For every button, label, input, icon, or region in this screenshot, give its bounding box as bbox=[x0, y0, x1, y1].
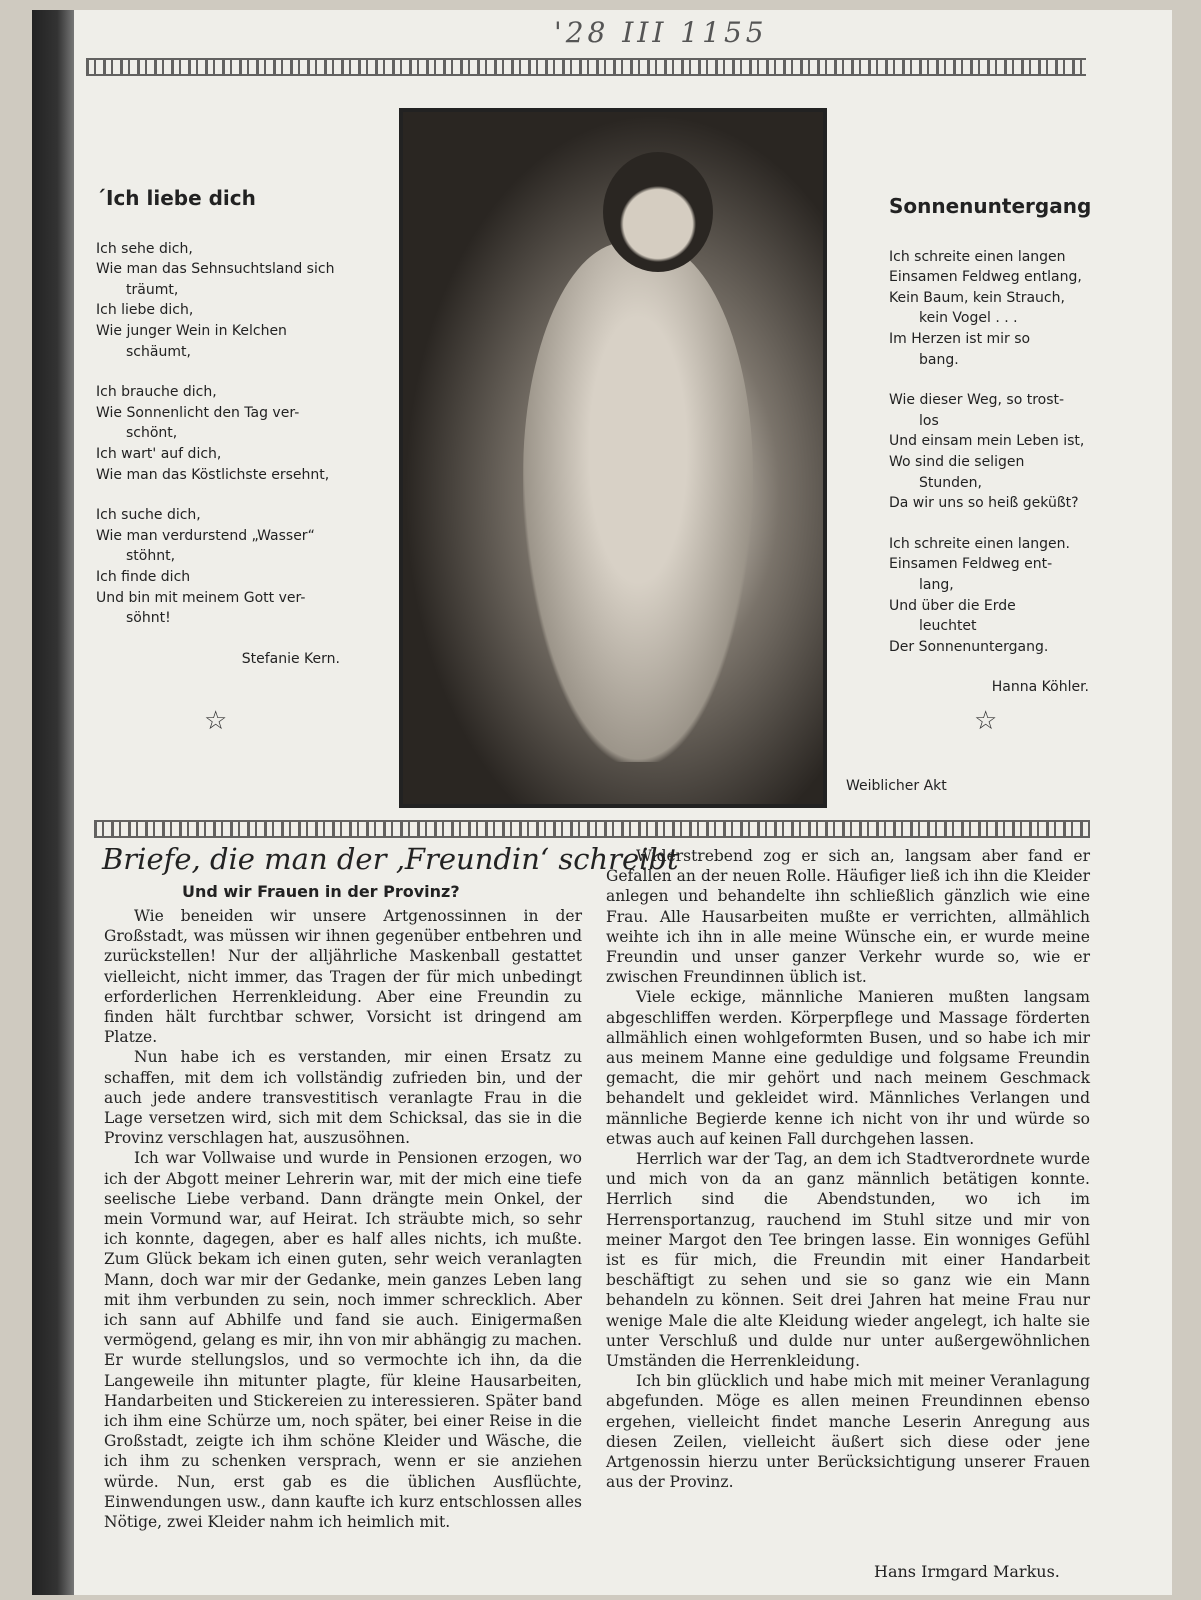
photo-caption: Weiblicher Akt bbox=[846, 778, 947, 794]
poem-author: Hanna Köhler. bbox=[991, 679, 1089, 696]
handwritten-note: '28 III 1155 bbox=[554, 16, 768, 49]
newspaper-page bbox=[74, 10, 1172, 1595]
poem-line: Ich sehe dich, bbox=[96, 240, 193, 257]
poem-line: Ich schreite einen langen. bbox=[889, 535, 1070, 552]
poem-line: Wie man das Köstlichste ersehnt, bbox=[96, 466, 330, 483]
article-paragraph: Herrlich war der Tag, an dem ich Stadtverordnete wurde und mich von da an ganz männlich betätigen konnte. Herrlich sind die Abendstunden, wo ich im Herrensportanzug, rauchend im Stuhl sitze und mir von meiner Margot den Tee bringen lasse. Ein wonniges Gefühl ist es für mich, die Freundin mit einer Handarbeit beschäftigt zu sehen und sie so ganz wie ein Mann behandeln zu können. Seit drei Jahren hat meine Frau nur wenige Male die alte Kleidung wieder angelegt, ich halte sie unter Verschluß und dulde nur unter außergewöhnlichen Umständen die Herrenkleidung. bbox=[606, 1150, 1090, 1371]
poem-line: kein Vogel . . . bbox=[919, 310, 1018, 327]
article-paragraph: Viele eckige, männliche Manieren mußten langsam abgeschliffen werden. Körperpflege und Massage förderten allmählich einen wohlgeformten Busen, und so habe ich mir aus meinem Manne eine geduldige und folgsame Freundin gemacht, die mir gehört und nach meinem Geschmack behandelt und gekleidet wird. Männliches Verlangen und männliche Begierde kenne ich nicht von ihr und würde so etwas auch auf keinen Fall durchgehen lassen. bbox=[606, 988, 1090, 1148]
poem-line: Ich wart' auf dich, bbox=[96, 445, 222, 462]
poem-line: Wie man das Sehnsuchtsland sich bbox=[96, 261, 335, 278]
poem-line: lang, bbox=[919, 576, 954, 593]
poem-line: Ich liebe dich, bbox=[96, 302, 194, 319]
poem-stanza bbox=[96, 382, 340, 485]
poem-line: träumt, bbox=[126, 281, 179, 298]
poem-stanza bbox=[96, 505, 340, 629]
poem-line: Und bin mit meinem Gott ver- bbox=[96, 589, 306, 606]
poem-stanza bbox=[889, 534, 1089, 658]
article-paragraph: Ich bin glücklich und habe mich mit meiner Veranlagung abgefunden. Möge es allen meinen Freundinnen ebenso ergehen, vielleicht findet manche Leserin Anregung aus diesen Zeilen, vielleicht äußert sich diese oder jene Artgenossin hierzu unter Berücksichtigung unserer Frauen aus der Provinz. bbox=[606, 1372, 1090, 1492]
poem-line: Und einsam mein Leben ist, bbox=[889, 433, 1085, 450]
article-paragraph: Ich war Vollwaise und wurde in Pensionen erzogen, wo ich der Abgott meiner Lehrerin war, mit der mich eine tiefe seelische Liebe verband. Dann drängte mein Onkel, der mein Vormund war, auf Heirat. Ich sträubte mich, so sehr ich konnte, dagegen, aber es half alles nichts, ich mußte. Zum Glück bekam ich einen guten, sehr weich veranlagten Mann, doch war mir der Gedanke, mein ganzes Leben lang mit ihm verbunden zu sein, noch immer schrecklich. Aber ich sann auf Abhilfe und fand sie auch. Einigermaßen vermögend, gelang es mir, ihn von mir abhängig zu machen. Er wurde stellungslos, und so vermochte ich ihn, da die Langeweile ihn mitunter plagte, für kleine Hausarbeiten, Handarbeiten und Stickereien zu interessieren. Später band ich ihm eine Schürze um, noch später, bei einer Reise in die Großstadt, zeigte ich ihm schöne Kleider und Wäsche, die ich ihm zu schenken versprach, wenn er sie anziehen würde. Nun, erst gab es die üblichen Ausflüchte, Einwendungen usw., dann kaufte ich kurz entschlossen alles Nötige, zwei Kleider nahm ich heimlich mit. bbox=[104, 1149, 582, 1532]
poem-line: Wie Sonnenlicht den Tag ver- bbox=[96, 404, 300, 421]
poem-line: Wie man verdurstend „Wasser“ bbox=[96, 527, 315, 544]
poem-line: stöhnt, bbox=[126, 548, 176, 565]
star-icon: ☆ bbox=[974, 706, 998, 736]
binding-shadow bbox=[32, 10, 74, 1595]
poem-line: Kein Baum, kein Strauch, bbox=[889, 289, 1065, 306]
poem-line: Und über die Erde bbox=[889, 597, 1016, 614]
poem-line: Ich schreite einen langen bbox=[889, 248, 1066, 265]
poem-line: Ich finde dich bbox=[96, 568, 191, 585]
article-signature: Hans Irmgard Markus. bbox=[874, 1562, 1060, 1581]
poem-author: Stefanie Kern. bbox=[241, 650, 340, 667]
poem-stanza bbox=[889, 390, 1089, 514]
middle-ornament-border bbox=[94, 820, 1090, 838]
article-column-right bbox=[606, 846, 1090, 1493]
poem-line: schäumt, bbox=[126, 343, 191, 360]
poem-line: los bbox=[919, 412, 939, 429]
article-paragraph: Wie beneiden wir unsere Artgenossinnen in der Großstadt, was müssen wir ihnen gegenüber entbehren und zurückstellen! Nur der alljährliche Maskenball gestattet vielleicht, nicht immer, das Tragen der für mich unbedingt erforderlichen Herrenkleidung. Aber eine Freundin zu finden hält furchtbar schwer, Vorsicht ist dringend am Platze. bbox=[104, 907, 582, 1047]
seated-figure-shape bbox=[523, 242, 753, 762]
poem-line: Stunden, bbox=[919, 474, 982, 491]
poem-line: Einsamen Feldweg entlang, bbox=[889, 269, 1082, 286]
article-column-left bbox=[104, 906, 582, 1532]
article-subtitle: Und wir Frauen in der Provinz? bbox=[182, 882, 460, 901]
nude-portrait-photo bbox=[399, 108, 827, 808]
poem-ich-liebe-dich bbox=[96, 188, 340, 669]
article-title: Briefe, die man der ‚Freundin‘ schreibt bbox=[102, 842, 679, 876]
poem-line: Einsamen Feldweg ent- bbox=[889, 556, 1053, 573]
head-shape bbox=[603, 152, 713, 272]
poem-sonnenuntergang bbox=[889, 194, 1092, 698]
poem-stanza bbox=[889, 247, 1089, 371]
poem-line: Wo sind die seligen bbox=[889, 453, 1025, 470]
top-ornament-border bbox=[86, 58, 1086, 76]
article-paragraph: Widerstrebend zog er sich an, langsam aber fand er Gefallen an der neuen Rolle. Häufiger ließ ich ihn die Kleider anlegen und behandelte ihn schließlich gänzlich wie eine Frau. Alle Hausarbeiten mußte er verrichten, allmählich weihte ich ihn in alle meine Wünsche ein, er wurde meine Freundin und unser ganzer Verkehr wurde so, wie er zwischen Freundinnen üblich ist. bbox=[606, 847, 1090, 987]
poem-line: Im Herzen ist mir so bbox=[889, 330, 1031, 347]
star-icon: ☆ bbox=[204, 706, 228, 736]
poem-title: ´Ich liebe dich bbox=[96, 186, 256, 210]
poem-title: Sonnenuntergang bbox=[889, 194, 1092, 218]
poem-stanza bbox=[96, 239, 340, 363]
poem-line: schönt, bbox=[126, 425, 178, 442]
poem-line: söhnt! bbox=[126, 610, 171, 627]
poem-line: Der Sonnenuntergang. bbox=[889, 638, 1049, 655]
poem-line: leuchtet bbox=[919, 618, 977, 635]
poem-line: Da wir uns so heiß geküßt? bbox=[889, 495, 1079, 512]
article-paragraph: Nun habe ich es verstanden, mir einen Ersatz zu schaffen, mit dem ich vollständig zufrieden bin, und der auch jede andere transvestitisch veranlagte Frau in die Lage versetzen wird, sich mit dem Schicksal, das sie in die Provinz verschlagen hat, auszusöhnen. bbox=[104, 1048, 582, 1148]
poem-line: bang. bbox=[919, 351, 959, 368]
poem-line: Wie dieser Weg, so trost- bbox=[889, 392, 1065, 409]
poem-line: Ich suche dich, bbox=[96, 507, 201, 524]
poem-line: Wie junger Wein in Kelchen bbox=[96, 322, 287, 339]
poem-line: Ich brauche dich, bbox=[96, 384, 217, 401]
